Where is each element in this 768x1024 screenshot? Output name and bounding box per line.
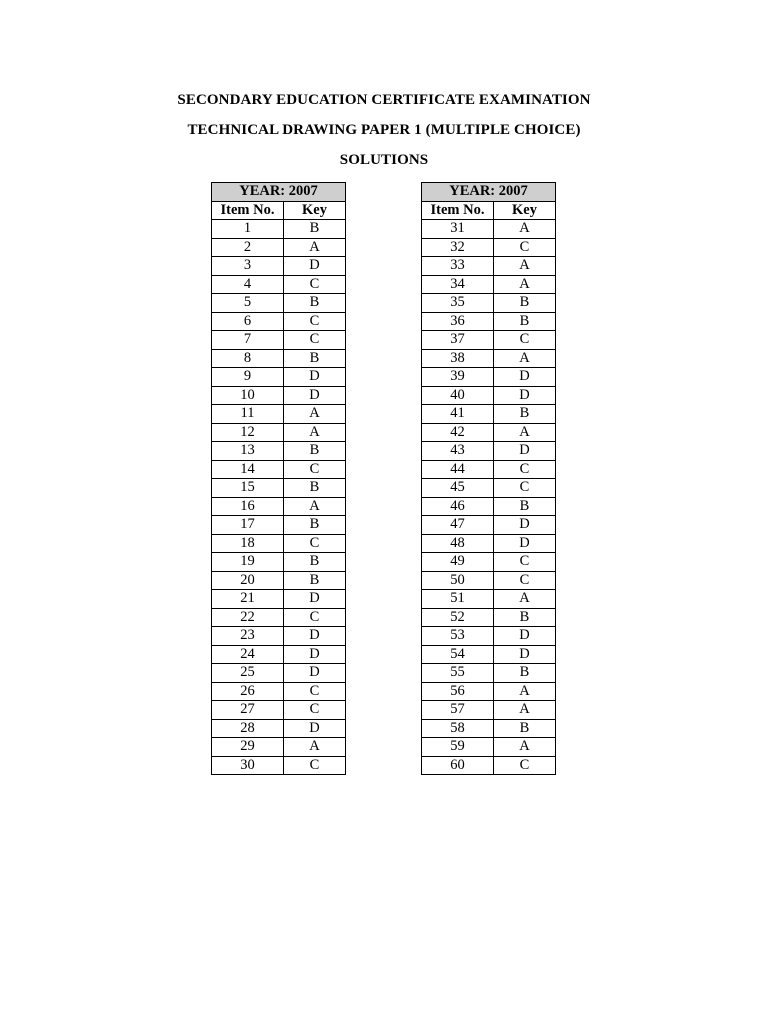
table-row — [212, 645, 346, 664]
answer-key-cell: C — [284, 275, 346, 294]
item-number-cell: 46 — [422, 497, 494, 516]
table-row — [212, 497, 346, 516]
table-row — [422, 719, 556, 738]
item-number-cell: 18 — [212, 534, 284, 553]
item-number-cell: 27 — [212, 701, 284, 720]
table-row — [212, 294, 346, 313]
item-number-cell: 28 — [212, 719, 284, 738]
item-number-cell: 11 — [212, 405, 284, 424]
answer-key-cell: B — [284, 442, 346, 461]
table-row — [212, 238, 346, 257]
item-number-cell: 60 — [422, 756, 494, 775]
table-row — [212, 312, 346, 331]
table-row — [422, 571, 556, 590]
item-number-cell: 58 — [422, 719, 494, 738]
answer-key-cell: B — [284, 349, 346, 368]
answer-key-cell: D — [494, 442, 556, 461]
year-header: YEAR: 2007 — [212, 183, 346, 202]
item-number-cell: 52 — [422, 608, 494, 627]
answer-key-cell: C — [284, 701, 346, 720]
answer-key-cell: D — [494, 534, 556, 553]
answer-key-cell: C — [284, 534, 346, 553]
answer-key-cell: B — [284, 294, 346, 313]
answer-key-cell: C — [494, 756, 556, 775]
table-row — [212, 386, 346, 405]
item-number-cell: 50 — [422, 571, 494, 590]
item-number-cell: 59 — [422, 738, 494, 757]
answer-key-cell: A — [494, 423, 556, 442]
item-number-cell: 54 — [422, 645, 494, 664]
table-row — [422, 442, 556, 461]
answer-key-cell: C — [494, 331, 556, 350]
answer-key-cell: B — [284, 553, 346, 572]
table-row — [422, 479, 556, 498]
item-number-cell: 4 — [212, 275, 284, 294]
table-row — [422, 405, 556, 424]
item-number-cell: 42 — [422, 423, 494, 442]
answer-key-cell: C — [284, 682, 346, 701]
year-header: YEAR: 2007 — [422, 183, 556, 202]
table-row — [422, 331, 556, 350]
item-number-cell: 51 — [422, 590, 494, 609]
item-number-cell: 35 — [422, 294, 494, 313]
table-row — [212, 553, 346, 572]
table-row — [422, 386, 556, 405]
table-row — [212, 423, 346, 442]
table-row — [422, 627, 556, 646]
table-row — [212, 627, 346, 646]
item-number-cell: 23 — [212, 627, 284, 646]
item-number-cell: 40 — [422, 386, 494, 405]
item-number-cell: 20 — [212, 571, 284, 590]
table-row — [422, 738, 556, 757]
item-number-cell: 37 — [422, 331, 494, 350]
answer-key-cell: C — [494, 238, 556, 257]
item-number-cell: 29 — [212, 738, 284, 757]
item-number-cell: 10 — [212, 386, 284, 405]
table-row — [422, 534, 556, 553]
table-row — [422, 349, 556, 368]
answer-key-cell: B — [284, 571, 346, 590]
answer-key-cell: D — [284, 645, 346, 664]
answer-key-cell: A — [284, 423, 346, 442]
table-row — [212, 756, 346, 775]
item-number-cell: 21 — [212, 590, 284, 609]
table-row — [212, 608, 346, 627]
item-number-cell: 19 — [212, 553, 284, 572]
answer-key-cell: B — [494, 608, 556, 627]
answer-key-cell: D — [284, 719, 346, 738]
answer-key-cell: C — [284, 312, 346, 331]
table-row — [422, 275, 556, 294]
item-number-cell: 55 — [422, 664, 494, 683]
table-row — [212, 442, 346, 461]
item-no-header: Item No. — [212, 201, 284, 220]
answer-key-cell: A — [494, 738, 556, 757]
table-row — [212, 516, 346, 535]
item-number-cell: 56 — [422, 682, 494, 701]
answer-key-cell: D — [494, 386, 556, 405]
item-number-cell: 16 — [212, 497, 284, 516]
answer-key-cell: B — [284, 220, 346, 239]
answer-key-cell: D — [284, 257, 346, 276]
item-no-header: Item No. — [422, 201, 494, 220]
answer-key-cell: A — [284, 405, 346, 424]
table-row — [422, 608, 556, 627]
table-row — [212, 368, 346, 387]
table-row — [212, 275, 346, 294]
table-row — [212, 460, 346, 479]
item-number-cell: 44 — [422, 460, 494, 479]
item-number-cell: 14 — [212, 460, 284, 479]
answer-key-cell: D — [494, 368, 556, 387]
table-row — [212, 257, 346, 276]
answer-key-cell: D — [494, 645, 556, 664]
answer-key-cell: B — [494, 719, 556, 738]
answer-key-cell: B — [494, 405, 556, 424]
item-number-cell: 48 — [422, 534, 494, 553]
answer-key-table-left — [211, 182, 346, 775]
item-number-cell: 22 — [212, 608, 284, 627]
answer-key-cell: D — [284, 368, 346, 387]
answer-key-cell: B — [494, 294, 556, 313]
table-row — [422, 590, 556, 609]
item-number-cell: 38 — [422, 349, 494, 368]
table-row — [212, 349, 346, 368]
table-row — [422, 238, 556, 257]
item-number-cell: 9 — [212, 368, 284, 387]
answer-key-cell: A — [494, 349, 556, 368]
table-row — [422, 553, 556, 572]
answer-key-table-right — [421, 182, 556, 775]
item-number-cell: 32 — [422, 238, 494, 257]
answer-key-cell: C — [284, 460, 346, 479]
answer-key-cell: A — [284, 497, 346, 516]
answer-key-cell: D — [284, 386, 346, 405]
item-number-cell: 49 — [422, 553, 494, 572]
solutions-heading: SOLUTIONS — [339, 152, 429, 168]
table-row — [422, 756, 556, 775]
item-number-cell: 39 — [422, 368, 494, 387]
table-row — [422, 664, 556, 683]
table-row — [212, 682, 346, 701]
document-title: SECONDARY EDUCATION CERTIFICATE EXAMINATION — [177, 92, 591, 108]
table-row — [422, 645, 556, 664]
answer-key-cell: A — [284, 738, 346, 757]
item-number-cell: 41 — [422, 405, 494, 424]
answer-key-cell: C — [494, 479, 556, 498]
item-number-cell: 17 — [212, 516, 284, 535]
table-row — [212, 738, 346, 757]
table-row — [422, 497, 556, 516]
item-number-cell: 34 — [422, 275, 494, 294]
answer-key-cell: C — [284, 756, 346, 775]
item-number-cell: 7 — [212, 331, 284, 350]
answer-key-cell: A — [494, 257, 556, 276]
answer-key-cell: A — [494, 590, 556, 609]
table-row — [422, 257, 556, 276]
table-row — [212, 331, 346, 350]
answer-key-cell: B — [494, 497, 556, 516]
table-row — [212, 479, 346, 498]
answer-key-cell: D — [494, 627, 556, 646]
table-row — [212, 590, 346, 609]
answer-key-cell: D — [284, 590, 346, 609]
item-number-cell: 36 — [422, 312, 494, 331]
item-number-cell: 6 — [212, 312, 284, 331]
answer-key-cell: C — [284, 331, 346, 350]
table-row — [422, 368, 556, 387]
item-number-cell: 33 — [422, 257, 494, 276]
answer-key-cell: C — [494, 553, 556, 572]
item-number-cell: 47 — [422, 516, 494, 535]
table-row — [212, 534, 346, 553]
item-number-cell: 30 — [212, 756, 284, 775]
table-row — [422, 682, 556, 701]
table-row — [422, 423, 556, 442]
answer-key-cell: D — [284, 664, 346, 683]
table-row — [212, 571, 346, 590]
key-header: Key — [494, 201, 556, 220]
answer-key-cell: B — [494, 664, 556, 683]
item-number-cell: 13 — [212, 442, 284, 461]
answer-key-cell: C — [284, 608, 346, 627]
item-number-cell: 2 — [212, 238, 284, 257]
answer-key-cell: D — [494, 516, 556, 535]
table-row — [212, 220, 346, 239]
answer-key-cell: A — [494, 701, 556, 720]
item-number-cell: 53 — [422, 627, 494, 646]
table-row — [212, 664, 346, 683]
answer-key-cell: A — [494, 275, 556, 294]
item-number-cell: 12 — [212, 423, 284, 442]
table-row — [212, 701, 346, 720]
answer-key-cell: C — [494, 460, 556, 479]
answer-key-cell: B — [284, 516, 346, 535]
item-number-cell: 24 — [212, 645, 284, 664]
table-row — [422, 312, 556, 331]
answer-key-cell: A — [284, 238, 346, 257]
table-row — [422, 220, 556, 239]
item-number-cell: 25 — [212, 664, 284, 683]
table-row — [422, 460, 556, 479]
document-subtitle: TECHNICAL DRAWING PAPER 1 (MULTIPLE CHOICE) — [187, 122, 581, 138]
item-number-cell: 31 — [422, 220, 494, 239]
table-row — [212, 719, 346, 738]
item-number-cell: 15 — [212, 479, 284, 498]
item-number-cell: 3 — [212, 257, 284, 276]
item-number-cell: 8 — [212, 349, 284, 368]
answer-key-cell: B — [494, 312, 556, 331]
item-number-cell: 57 — [422, 701, 494, 720]
table-row — [422, 516, 556, 535]
item-number-cell: 5 — [212, 294, 284, 313]
answer-key-cell: B — [284, 479, 346, 498]
answer-key-cell: A — [494, 220, 556, 239]
item-number-cell: 43 — [422, 442, 494, 461]
answer-key-cell: C — [494, 571, 556, 590]
table-row — [212, 405, 346, 424]
item-number-cell: 1 — [212, 220, 284, 239]
answer-key-cell: A — [494, 682, 556, 701]
key-header: Key — [284, 201, 346, 220]
answer-key-cell: D — [284, 627, 346, 646]
item-number-cell: 26 — [212, 682, 284, 701]
item-number-cell: 45 — [422, 479, 494, 498]
table-row — [422, 701, 556, 720]
table-row — [422, 294, 556, 313]
